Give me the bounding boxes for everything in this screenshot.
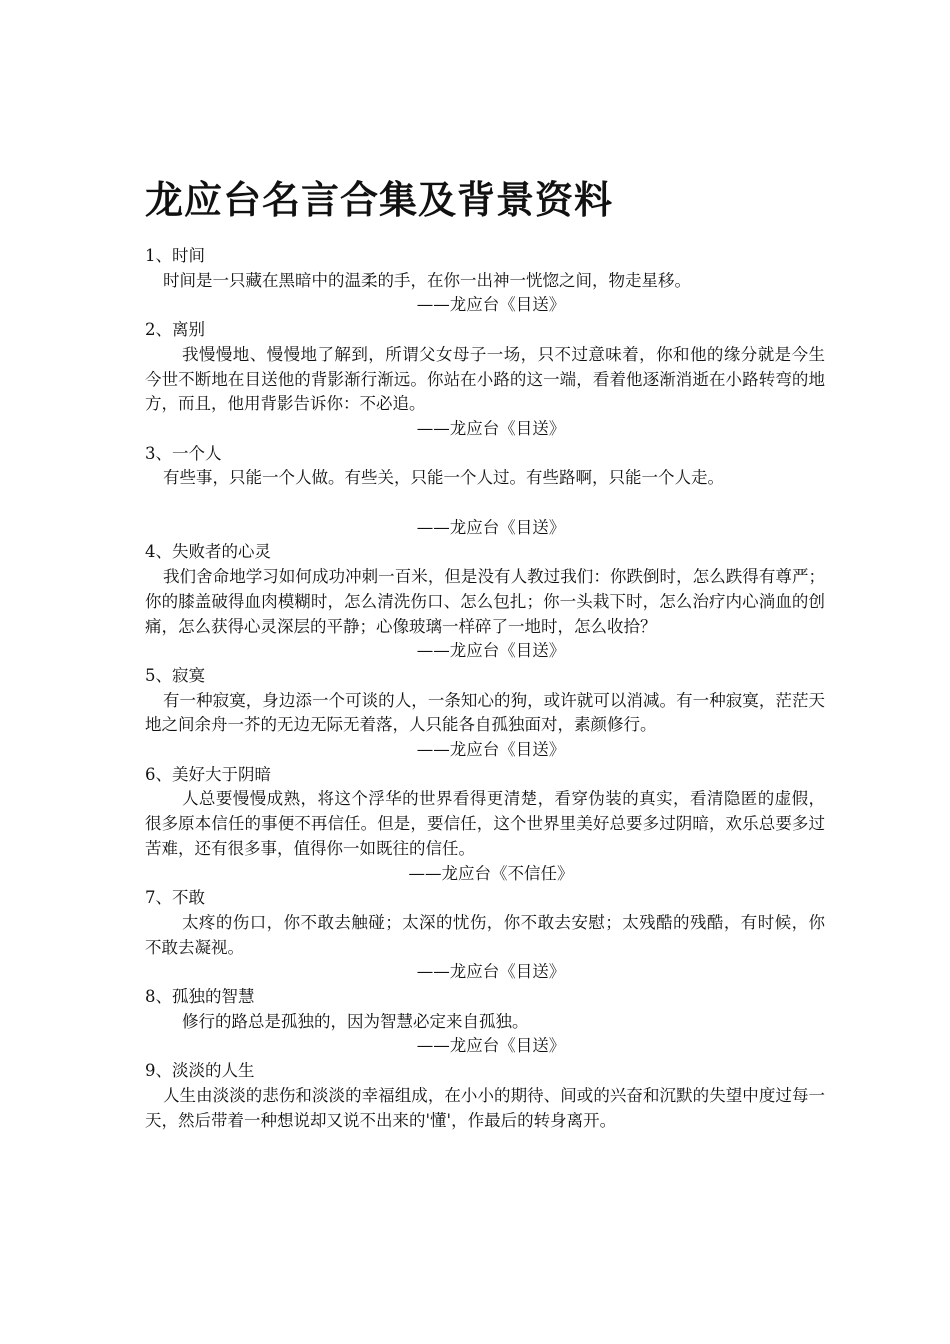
quote-text: 太疼的伤口，你不敢去触碰；太深的忧伤，你不敢去安慰；太残酷的残酷，有时候，你不敢去凝视。	[145, 912, 825, 957]
quote-section-alone	[145, 442, 825, 541]
quote-source: ——龙应台《目送》	[416, 740, 566, 760]
quote-source: ——龙应台《目送》	[416, 641, 566, 661]
document-page	[145, 170, 825, 1133]
quote-source: ——龙应台《目送》	[416, 962, 566, 982]
section-heading: 7、不敢	[145, 888, 205, 908]
quote-text: 有一种寂寞，身边添一个可谈的人，一条知心的狗，或许就可以消减。有一种寂寞，茫茫天地之间余舟一芥的无边无际无着落，人只能各自孤独面对，素颜修行。	[145, 690, 825, 735]
quote-source: ——龙应台《目送》	[416, 295, 566, 315]
quote-source: ——龙应台《目送》	[416, 418, 566, 438]
quote-text: 时间是一只藏在黑暗中的温柔的手，在你一出神一恍惚之间，物走星移。	[163, 270, 691, 290]
quote-source: ——龙应台《目送》	[416, 517, 566, 537]
quote-text: 有些事，只能一个人做。有些关，只能一个人过。有些路啊，只能一个人走。	[163, 468, 724, 488]
quote-section-loneliness	[145, 664, 825, 763]
quote-source: ——龙应台《目送》	[416, 1036, 566, 1056]
quote-section-failure	[145, 540, 825, 664]
section-heading: 4、失败者的心灵	[145, 542, 271, 562]
quote-text: 我慢慢地、慢慢地了解到，所谓父女母子一场，只不过意味着，你和他的缘分就是今生今世不断地在目送他的背影渐行渐远。你站在小路的这一端，看着他逐渐消逝在小路转弯的地方，而且，他用背影告诉你：不必追。	[145, 344, 825, 414]
quote-text: 我们舍命地学习如何成功冲刺一百米，但是没有人教过我们：你跌倒时，怎么跌得有尊严；你的膝盖破得血肉模糊时，怎么清洗伤口、怎么包扎；你一头栽下时，怎么治疗内心淌血的创痛，怎么获得心灵深层的平静；心像玻璃一样碎了一地时，怎么收拾？	[145, 567, 825, 636]
section-heading: 5、寂寞	[145, 665, 205, 685]
quote-section-beauty	[145, 763, 825, 887]
section-heading: 8、孤独的智慧	[145, 987, 255, 1007]
quote-section-parting	[145, 318, 825, 442]
quote-text: 人生由淡淡的悲伤和淡淡的幸福组成，在小小的期待、间或的兴奋和沉默的失望中度过每一天，然后带着一种想说却又说不出来的'懂'，作最后的转身离开。	[145, 1085, 825, 1130]
section-heading: 2、离别	[145, 320, 205, 340]
section-heading: 1、时间	[145, 246, 205, 265]
quote-section-life	[145, 1059, 825, 1133]
quote-section-dare-not	[145, 886, 825, 985]
quote-section-wisdom	[145, 985, 825, 1059]
section-heading: 6、美好大于阴暗	[145, 764, 271, 784]
quote-text: 修行的路总是孤独的，因为智慧必定来自孤独。	[182, 1011, 529, 1031]
section-heading: 9、淡淡的人生	[145, 1061, 255, 1081]
blank-line	[145, 491, 825, 516]
section-heading: 3、一个人	[145, 443, 222, 463]
quote-text: 人总要慢慢成熟，将这个浮华的世界看得更清楚，看穿伪装的真实，看清隐匿的虚假，很多原本信任的事便不再信任。但是，要信任，这个世界里美好总要多过阴暗，欢乐总要多过苦难，还有很多事，值得你一如既往的信任。	[145, 789, 825, 858]
quote-source: ——龙应台《不信任》	[408, 863, 574, 883]
document-title: 龙应台名言合集及背景资料	[145, 178, 614, 222]
quote-section-time	[145, 244, 825, 318]
